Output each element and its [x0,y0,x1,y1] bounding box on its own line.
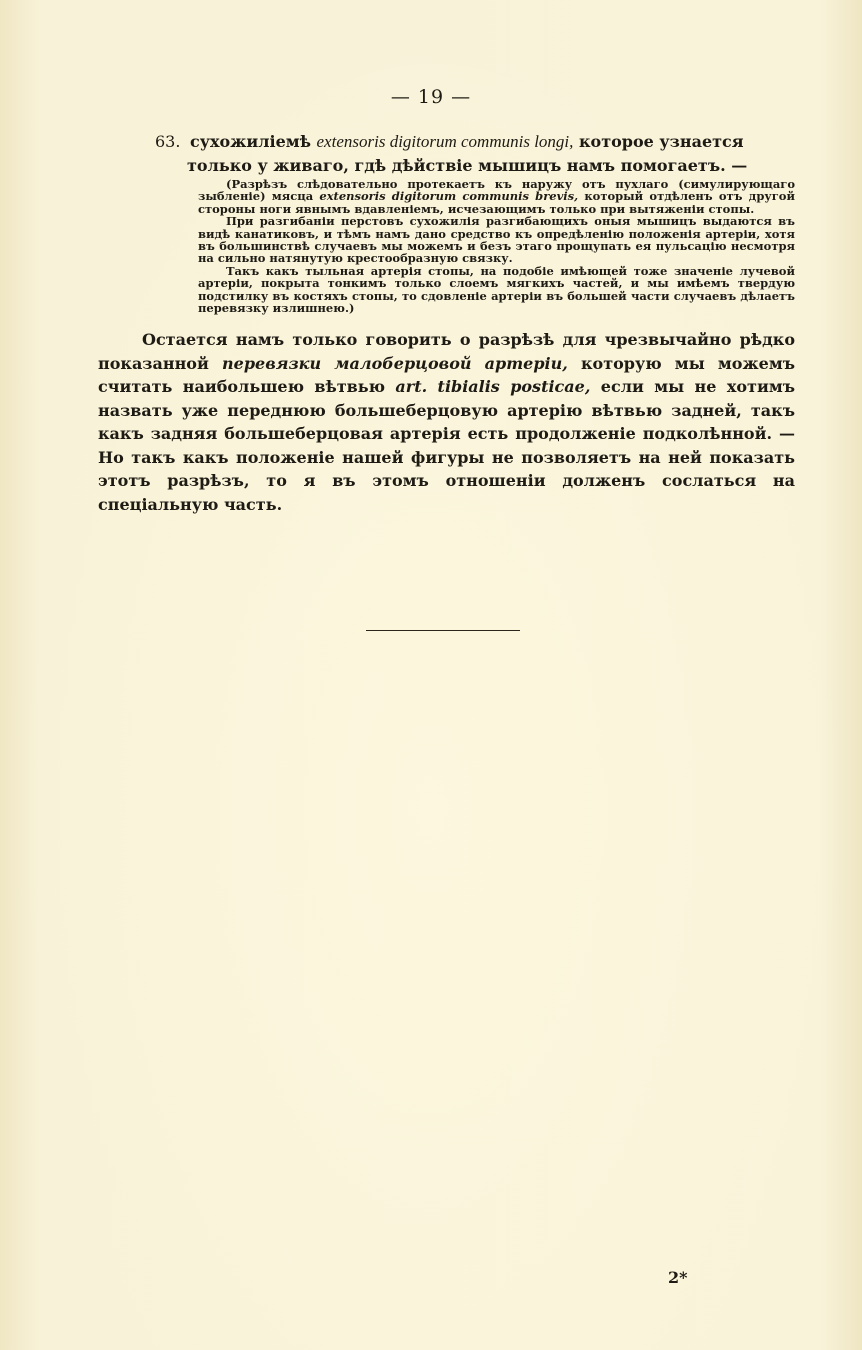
note-paragraph-2: При разгибаніи перстовъ сухожилія разгибающихъ оныя мышицъ выдаются въ видѣ канатиковъ, и тѣмъ намъ дано средство къ опредѣленію положенія артеріи, хотя въ большинствѣ случаевъ мы можемъ и безъ этаго прощупать ея пульсацію несмотря на сильно натянутую крестообразную связку. [198,214,795,266]
numbered-item [155,130,795,178]
para-part-1: Остается намъ только говорить о разрѣзѣ для чрезвычайно рѣдко показанной [98,330,795,373]
para-italic-2: art. tibialis posticae, [395,377,591,396]
signature-mark: 2* [668,1268,688,1287]
item-number: 63. [155,132,181,151]
main-paragraph [98,328,795,516]
item-text-before: сухожиліемѣ [190,132,311,151]
note-paragraph-1 [198,178,795,215]
para-italic-1: перевязки малоберцовой артеріи, [222,353,568,373]
note-p1-after: который отдѣленъ отъ другой стороны ноги явнымъ вдавленіемъ, исчезающимъ только при вытяженіи стопы. [198,189,795,216]
section-divider [366,630,520,631]
note-p1-latin: extensoris digitorum communis brevis, [319,189,579,204]
page-number: — 19 — [390,86,472,108]
para-part-3: если мы не хотимъ назвать уже переднюю большеберцовую артерію вѣтвью задней, такъ какъ задняя большеберцовая артерія есть продолженіе подколѣнной. — Но такъ какъ положеніе нашей фигуры не позволяетъ на ней показать этотъ разрѣзъ, то я въ этомъ отношеніи долженъ сослаться на спеціальную часть. [98,377,795,514]
footnote-block [198,178,795,314]
item-text-after: которое узнается [578,132,744,151]
item-line-2: только у живаго, гдѣ дѣйствіе мышицъ намъ помогаетъ. — [187,156,748,175]
para-part-2: которую мы можемъ считать наибольшею вѣтвью [98,353,795,396]
item-latin-term: extensoris digitorum communis longi, [316,132,574,151]
note-p1-before: (Разрѣзъ слѣдовательно протекаетъ къ наружу отъ пухлаго (симулирующаго зыбленіе) мясца [198,177,795,204]
note-paragraph-3: Такъ какъ тыльная артерія стопы, на подобіе имѣющей тоже значеніе лучевой артеріи, покрыта тонкимъ только слоемъ мягкихъ частей, и мы имѣемъ твердую подстилку въ костяхъ стопы, то сдовленіе артеріи въ большей части случаевъ дѣлаетъ перевязку излишнею.) [198,263,795,316]
